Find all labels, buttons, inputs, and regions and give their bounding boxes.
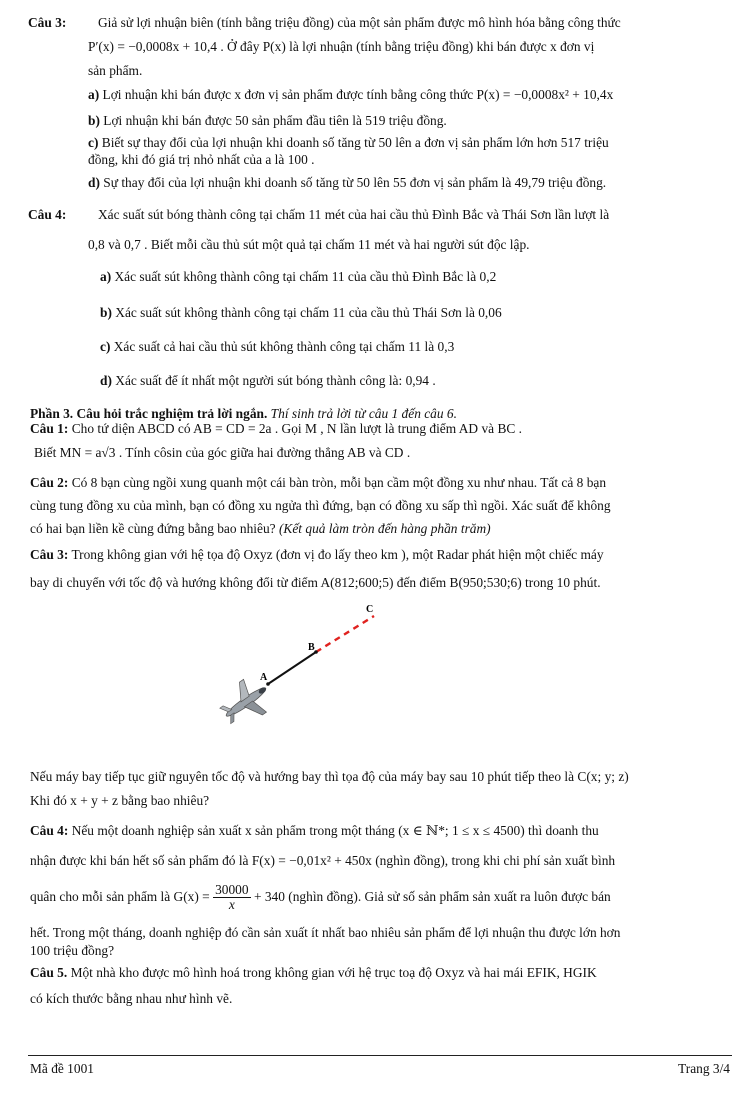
fraction-denominator: x	[228, 897, 235, 913]
p3-q2-text2: cùng tung đồng xu của mình, bạn có đồng xu ngửa thì đứng, bạn có đồng xu sấp thì ngồi. Xác suất để không	[30, 498, 611, 513]
p3-q4-text1: Nếu một doanh nghiệp sản xuất x sản phẩm trong một tháng (x ∈ ℕ*; 1 ≤ x ≤ 4500) thì doanh thu	[71, 823, 599, 838]
q3-option-c	[88, 134, 609, 151]
label-a: A	[260, 672, 268, 683]
point-b	[314, 650, 318, 654]
p3-q5-text2: có kích thước bằng nhau như hình vẽ.	[30, 991, 233, 1006]
q4-label-wrap	[28, 206, 66, 223]
q4-option-c	[100, 338, 454, 355]
q4-option-b	[100, 304, 502, 321]
q3-d-text: Sự thay đổi của lợi nhuận khi doanh số tăng từ 50 lên 55 đơn vị sản phẩm là 49,79 triệu đồng.	[103, 175, 607, 190]
trajectory-dashed-segment	[316, 616, 374, 652]
q3-option-d	[88, 174, 606, 191]
p3-q4-text2: nhận được khi bán hết số sản phẩm đó là F(x) = −0,01x² + 450x (nghìn đồng), trong khi chi phí sản xuất bình	[30, 853, 616, 868]
q3-option-b	[88, 112, 447, 129]
q4-c-label: c)	[100, 339, 111, 354]
part3-instruction: Thí sinh trả lời từ câu 1 đến câu 6.	[270, 406, 457, 421]
p3-q2-text1: Có 8 bạn cùng ngồi xung quanh một cái bàn tròn, mỗi bạn cầm một đồng xu như nhau. Tất cả 8 bạn	[71, 475, 607, 490]
q4-a-text: Xác suất sút không thành công tại chấm 11 của cầu thủ Đình Bắc là 0,2	[114, 269, 497, 284]
p3-q1-text2: Biết MN = a√3 . Tính côsin của góc giữa hai đường thẳng AB và CD .	[34, 445, 411, 460]
q3-label: Câu 3:	[28, 15, 67, 30]
p3-q1-line1	[30, 420, 522, 437]
p3-q3-label: Câu 3:	[30, 547, 69, 562]
p3-q4-text5: 100 triệu đồng?	[30, 943, 115, 958]
p3-q2-text3: có hai bạn liền kề cùng đứng bằng bao nhiêu?	[30, 521, 276, 536]
p3-q4-text3b: + 340 (nghìn đồng). Giả sử số sản phẩm sản xuất ra luôn được bán	[253, 889, 611, 904]
label-b: B	[308, 642, 315, 653]
q4-b-text: Xác suất sút không thành công tại chấm 11 của cầu thủ Thái Sơn là 0,06	[115, 305, 502, 320]
part3-heading: Phần 3. Câu hỏi trắc nghiệm trả lời ngắn.	[30, 406, 268, 421]
p3-q5-line1	[30, 964, 597, 981]
q3-stem-text2: P′(x) = −0,0008x + 10,4 . Ở đây P(x) là lợi nhuận (tính bằng triệu đồng) khi bán được x đơn vị	[88, 39, 595, 54]
p3-q4-text3a: quân cho mỗi sản phẩm là G(x) =	[30, 889, 210, 904]
exam-code: Mã đề 1001	[30, 1061, 94, 1076]
p3-q5-text1: Một nhà kho được mô hình hoá trong không gian với hệ trục toạ độ Oxyz và hai mái EFIK, HGIK	[70, 965, 597, 980]
q3-stem-text1: Giả sử lợi nhuận biên (tính bằng triệu đồng) của một sản phẩm được mô hình hóa bằng công thức	[98, 15, 621, 30]
p3-q3-text3: Nếu máy bay tiếp tục giữ nguyên tốc độ và hướng bay thì tọa độ của máy bay sau 10 phút tiếp theo là C(x; y; z)	[30, 769, 629, 784]
q3-c-text2: đồng, khi đó giá trị nhỏ nhất của a là 100 .	[88, 152, 315, 167]
q3-stem-text3: sản phẩm.	[88, 63, 143, 78]
q3-b-text: Lợi nhuận khi bán được 50 sản phẩm đầu tiên là 519 triệu đồng.	[103, 113, 447, 128]
q3-c-text1: Biết sự thay đổi của lợi nhuận khi doanh số tăng từ 50 lên a đơn vị sản phẩm lớn hơn 517 triệu	[101, 135, 609, 150]
q4-option-a	[100, 268, 496, 285]
q4-d-label: d)	[100, 373, 112, 388]
p3-q5-label: Câu 5.	[30, 965, 68, 980]
airplane-icon	[218, 672, 277, 730]
p3-q4-fraction	[213, 883, 250, 912]
q4-c-text: Xác suất cả hai cầu thủ sút không thành công tại chấm 11 là 0,3	[113, 339, 455, 354]
q4-a-label: a)	[100, 269, 112, 284]
q3-a-text: Lợi nhuận khi bán được x đơn vị sản phẩm được tính bằng công thức P(x) = −0,0008x² + 10,4x	[102, 87, 614, 102]
q4-stem-text2: 0,8 và 0,7 . Biết mỗi cầu thủ sút một quả tại chấm 11 mét và hai người sút độc lập.	[88, 237, 530, 252]
q3-b-label: b)	[88, 113, 100, 128]
trajectory-solid-segment	[268, 652, 316, 684]
q4-option-d	[100, 372, 436, 389]
p3-q1-label: Câu 1:	[30, 421, 69, 436]
p3-q3-text1: Trong không gian với hệ tọa độ Oxyz (đơn vị đo lấy theo km ), một Radar phát hiện một chiếc máy	[71, 547, 604, 562]
q3-c-label: c)	[88, 135, 99, 150]
p3-q3-line1	[30, 546, 604, 563]
p3-q2-line3	[30, 520, 491, 537]
p3-q4-line1	[30, 822, 599, 839]
page-number: Trang 3/4	[678, 1061, 730, 1076]
q4-label: Câu 4:	[28, 207, 67, 222]
q3-a-label: a)	[88, 87, 100, 102]
q4-d-text: Xác suất để ít nhất một người sút bóng thành công là: 0,94 .	[115, 373, 436, 388]
q3-d-label: d)	[88, 175, 100, 190]
q3-stem-line1	[28, 14, 66, 31]
footer-divider	[28, 1055, 732, 1056]
p3-q4-label: Câu 4:	[30, 823, 69, 838]
fraction-numerator: 30000	[215, 882, 249, 898]
q4-stem-text1: Xác suất sút bóng thành công tại chấm 11 mét của hai cầu thủ Đình Bắc và Thái Sơn lần lượt là	[98, 207, 610, 222]
p3-q2-line1	[30, 474, 606, 491]
p3-q2-label: Câu 2:	[30, 475, 69, 490]
p3-q2-note: (Kết quả làm tròn đến hàng phần trăm)	[278, 521, 491, 536]
p3-q3-text4: Khi đó x + y + z bằng bao nhiêu?	[30, 793, 210, 808]
airplane-trajectory-figure	[218, 600, 388, 730]
p3-q4-text4: hết. Trong một tháng, doanh nghiệp đó cần sản xuất ít nhất bao nhiêu sản phẩm để lợi nhuận thu được lớn hơn	[30, 925, 621, 940]
label-c: C	[366, 604, 374, 615]
q4-b-label: b)	[100, 305, 112, 320]
p3-q3-text2: bay di chuyển với tốc độ và hướng không đổi từ điểm A(812;600;5) đến điểm B(950;530;6) trong 10 phút.	[30, 575, 601, 590]
q3-option-a	[88, 86, 613, 103]
p3-q1-text1: Cho tứ diện ABCD có AB = CD = 2a . Gọi M , N lần lượt là trung điểm AD và BC .	[71, 421, 522, 436]
p3-q4-line3	[30, 882, 611, 912]
